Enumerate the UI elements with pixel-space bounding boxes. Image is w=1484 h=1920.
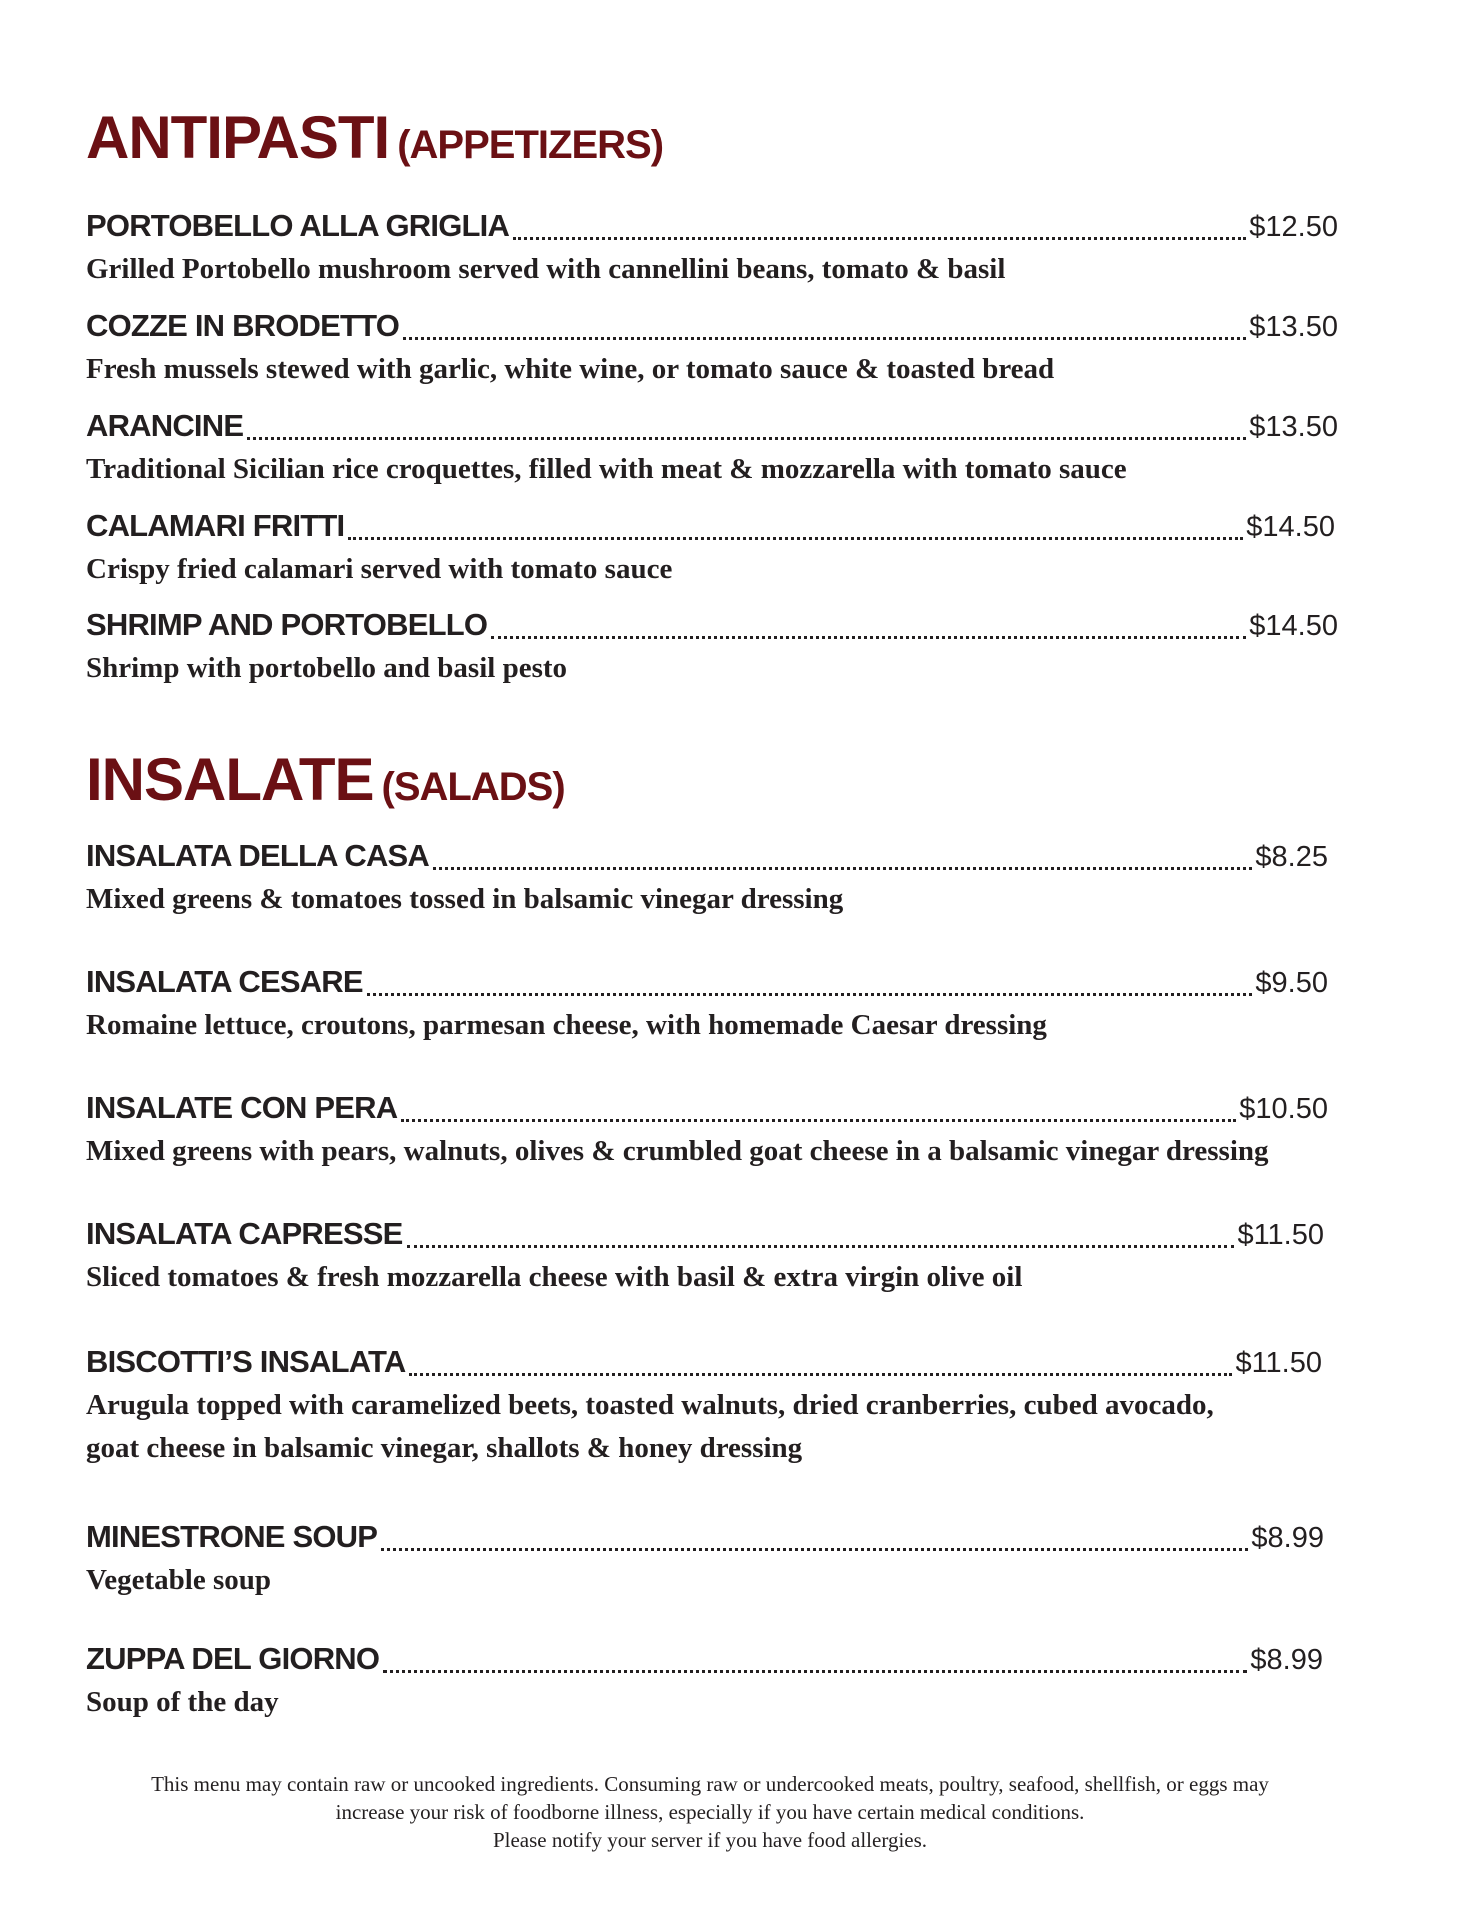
item-title-row (86, 408, 1338, 448)
item-price: $12.50 (1249, 211, 1338, 243)
insalate-subtitle: (SALADS) (381, 765, 565, 809)
dot-leader (367, 991, 1253, 996)
item-description: Traditional Sicilian rice croquettes, filled with meat & mozzarella with tomato sauce (86, 453, 1127, 485)
item-title-row (86, 607, 1338, 647)
item-price: $8.25 (1255, 841, 1328, 873)
dot-leader (247, 435, 1246, 440)
item-title-row (86, 1641, 1323, 1681)
item-price: $8.99 (1250, 1644, 1323, 1676)
dot-leader (409, 1371, 1232, 1376)
item-price: $10.50 (1239, 1093, 1328, 1125)
item-description: Mixed greens with pears, walnuts, olives & crumbled goat cheese in a balsamic vinegar dressing (86, 1135, 1269, 1167)
item-price: $11.50 (1235, 1347, 1322, 1379)
item-title-row (86, 1216, 1324, 1256)
item-name: ZUPPA DEL GIORNO (86, 1641, 380, 1676)
item-name: BISCOTTI’S INSALATA (86, 1344, 406, 1379)
item-title-row (86, 208, 1338, 248)
dot-leader (407, 1243, 1235, 1248)
item-name: MINESTRONE SOUP (86, 1519, 378, 1554)
item-description: Sliced tomatoes & fresh mozzarella cheese with basil & extra virgin olive oil (86, 1261, 1023, 1293)
item-title-row (86, 508, 1335, 548)
item-description: Crispy fried calamari served with tomato sauce (86, 553, 673, 585)
item-description: Grilled Portobello mushroom served with cannellini beans, tomato & basil (86, 253, 1006, 285)
dot-leader (513, 235, 1246, 240)
item-description-line-2: goat cheese in balsamic vinegar, shallots & honey dressing (86, 1432, 803, 1464)
item-price: $14.50 (1246, 511, 1335, 543)
item-name: ARANCINE (86, 408, 244, 443)
item-name: SHRIMP AND PORTOBELLO (86, 607, 488, 642)
item-description: Arugula topped with caramelized beets, toasted walnuts, dried cranberries, cubed avocado, (86, 1389, 1214, 1421)
item-name: CALAMARI FRITTI (86, 508, 345, 543)
item-price: $9.50 (1255, 967, 1328, 999)
item-name: COZZE IN BRODETTO (86, 308, 400, 343)
dot-leader (383, 1668, 1247, 1673)
item-title-row (86, 838, 1328, 878)
item-description: Romaine lettuce, croutons, parmesan cheese, with homemade Caesar dressing (86, 1009, 1047, 1041)
antipasti-title: ANTIPASTI (86, 104, 390, 171)
insalate-title: INSALATE (86, 746, 374, 813)
insalate-heading (86, 745, 565, 814)
item-description: Shrimp with portobello and basil pesto (86, 652, 568, 684)
item-title-row (86, 1519, 1324, 1559)
item-price: $8.99 (1251, 1522, 1324, 1554)
item-description: Mixed greens & tomatoes tossed in balsamic vinegar dressing (86, 883, 844, 915)
disclaimer-line-2: increase your risk of foodborne illness, especially if you have certain medical conditions. (335, 1800, 1085, 1824)
dot-leader (403, 335, 1246, 340)
item-description: Fresh mussels stewed with garlic, white wine, or tomato sauce & toasted bread (86, 353, 1055, 385)
item-description: Vegetable soup (86, 1564, 272, 1596)
allergy-disclaimer (0, 1770, 1420, 1854)
disclaimer-line-1: This menu may contain raw or uncooked ingredients. Consuming raw or undercooked meats, poultry, seafood, shellfish, or eggs may (151, 1772, 1269, 1796)
dot-leader (491, 634, 1246, 639)
dot-leader (433, 865, 1252, 870)
item-name: INSALATE CON PERA (86, 1090, 398, 1125)
item-price: $11.50 (1237, 1219, 1324, 1251)
dot-leader (381, 1546, 1248, 1551)
antipasti-heading (86, 103, 663, 172)
item-title-row (86, 1090, 1328, 1130)
dot-leader (348, 535, 1243, 540)
item-price: $13.50 (1249, 411, 1338, 443)
disclaimer-line-3: Please notify your server if you have food allergies. (492, 1828, 928, 1852)
item-name: INSALATA DELLA CASA (86, 838, 429, 873)
item-title-row (86, 964, 1328, 1004)
item-name: INSALATA CAPRESSE (86, 1216, 403, 1251)
item-price: $14.50 (1249, 610, 1338, 642)
antipasti-subtitle: (APPETIZERS) (397, 123, 664, 167)
item-name: PORTOBELLO ALLA GRIGLIA (86, 208, 510, 243)
item-title-row (86, 1344, 1322, 1384)
item-name: INSALATA CESARE (86, 964, 363, 999)
item-description: Soup of the day (86, 1686, 279, 1718)
item-title-row (86, 308, 1338, 348)
item-price: $13.50 (1249, 311, 1338, 343)
dot-leader (401, 1117, 1236, 1122)
